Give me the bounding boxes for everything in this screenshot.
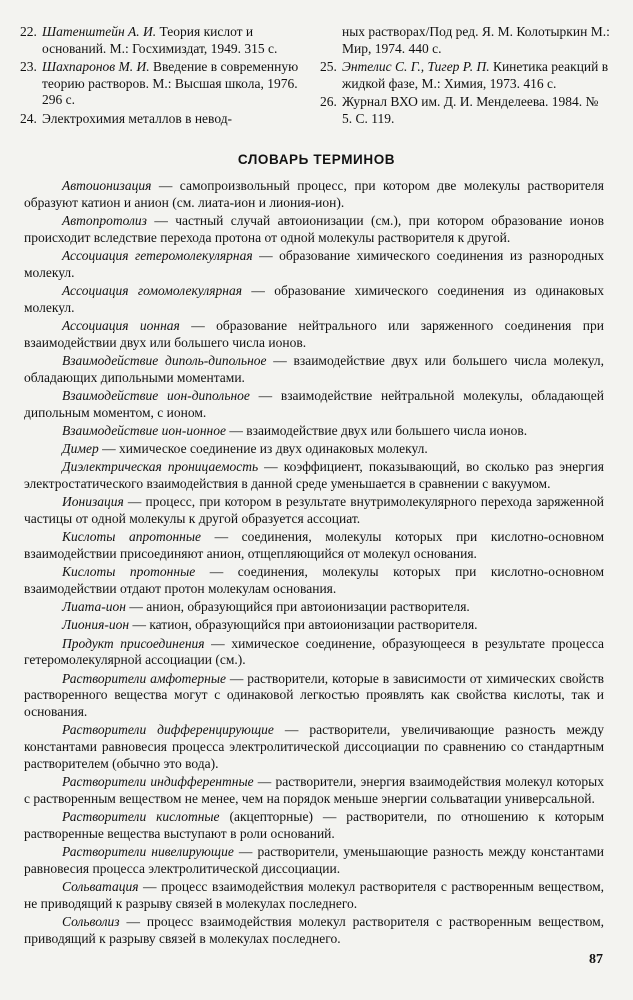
glossary-entry bbox=[24, 599, 604, 616]
glossary-definition: — химическое соединение, образующееся в результате процесса гетеромолекулярной ассоциации (см.). bbox=[24, 635, 605, 668]
glossary-definition: — частный случай автоионизации (см.), при котором образование ионов происходит вследствие перехода протона от одной молекулы растворителя к другой. bbox=[24, 212, 604, 245]
glossary-entry bbox=[24, 774, 604, 808]
glossary-entry bbox=[24, 671, 604, 721]
glossary-term: Растворители нивелирующие bbox=[62, 844, 234, 860]
glossary-definition: (акцепторные) — растворители, по отношению к которым растворенные вещества выступают в роли оснований. bbox=[24, 809, 605, 841]
reference-item bbox=[20, 24, 310, 57]
glossary-definition: — взаимодействие двух или большего числа молекул, обладающих дипольными моментами. bbox=[24, 352, 605, 385]
glossary-term: Ассоциация ионная bbox=[62, 317, 180, 333]
reference-number: 22. bbox=[20, 24, 37, 39]
glossary-term: Лиония-ион bbox=[62, 617, 130, 633]
reference-number: 25. bbox=[320, 59, 337, 74]
glossary-definition: — образование химического соединения из разнородных молекул. bbox=[24, 247, 604, 280]
glossary-entry bbox=[24, 178, 604, 212]
glossary-definition: — соединения, молекулы которых при кислотно-основном взаимодействии отдают протон молекулам основания. bbox=[24, 564, 604, 597]
glossary-definition: — взаимодействие нейтральной молекулы, обладающей дипольным моментом, с ионом. bbox=[24, 387, 604, 420]
glossary-term: Кислоты апротонные bbox=[62, 529, 201, 545]
glossary-entry bbox=[24, 529, 604, 563]
glossary-definition: — процесс взаимодействия молекул растворителя с растворенным веществом, не приводящий к разрыву связей в молекулах последнего. bbox=[24, 879, 604, 911]
reference-text: ных растворах/Под ред. Я. М. Колотыркин М.: Мир, 1974. 440 с. bbox=[342, 24, 610, 56]
glossary-entry bbox=[24, 617, 604, 634]
glossary-entry bbox=[24, 494, 604, 528]
glossary-entry bbox=[24, 423, 604, 440]
glossary-term: Сольватация bbox=[62, 879, 139, 895]
glossary-entry bbox=[24, 459, 604, 493]
glossary-entry bbox=[24, 353, 604, 387]
reference-text: Теория кислот и оснований. М.: Госхимиздат, 1949. 315 с. bbox=[42, 24, 278, 56]
glossary-entry bbox=[24, 722, 604, 772]
glossary-definition: — самопроизвольный процесс, при котором две молекулы растворителя образуют катион и анион (см. лиата-ион и лиония-ион). bbox=[24, 178, 604, 210]
glossary-term: Димер bbox=[62, 441, 99, 457]
glossary-definition: — растворители, которые в зависимости от химических свойств растворенного вещества могут с одинаковой легкостью проявлять как свойства кислоты, так и основания. bbox=[24, 670, 605, 720]
glossary-definition: — катион, образующийся при автоионизации растворителя. bbox=[129, 617, 478, 633]
glossary-definition: — соединения, молекулы которых при кислотно-основном взаимодействии присоединяют анион, отщепляющийся от молекул основания. bbox=[24, 529, 604, 562]
reference-item bbox=[320, 24, 610, 57]
glossary-definition: — анион, образующийся при автоионизации растворителя. bbox=[126, 599, 470, 615]
glossary-term: Ионизация bbox=[62, 494, 124, 510]
reference-item bbox=[20, 111, 310, 128]
reference-author: Шатенштейн А. И. bbox=[42, 24, 157, 39]
glossary-entry bbox=[24, 283, 604, 317]
reference-number bbox=[320, 24, 342, 57]
glossary-term: Продукт присоединения bbox=[62, 635, 205, 651]
references-left-column bbox=[20, 24, 310, 129]
glossary-term: Взаимодействие ион-ионное bbox=[62, 422, 226, 438]
glossary-term: Лиата-ион bbox=[62, 599, 126, 615]
reference-item bbox=[20, 59, 310, 109]
reference-text: Журнал ВХО им. Д. И. Менделеева. 1984. № 5. С. 119. bbox=[342, 94, 599, 126]
references-section bbox=[20, 24, 610, 129]
glossary-list bbox=[24, 178, 604, 949]
reference-number: 23. bbox=[20, 59, 37, 74]
glossary-entry bbox=[24, 388, 604, 422]
glossary-entry bbox=[24, 441, 604, 458]
glossary-entry bbox=[24, 213, 604, 247]
glossary-entry bbox=[24, 636, 604, 670]
glossary-term: Автоионизация bbox=[62, 178, 152, 193]
glossary-term: Сольволиз bbox=[62, 914, 120, 930]
glossary-entry bbox=[24, 318, 604, 352]
glossary-entry bbox=[24, 809, 604, 843]
reference-text: Введение в современную теорию растворов. М.: Высшая школа, 1976. 296 с. bbox=[42, 59, 299, 107]
references-right-column bbox=[320, 24, 610, 129]
glossary-term: Ассоциация гомомолекулярная bbox=[62, 282, 243, 298]
glossary-entry bbox=[24, 564, 604, 598]
glossary-title: СЛОВАРЬ ТЕРМИНОВ bbox=[237, 152, 396, 167]
glossary-entry bbox=[24, 879, 604, 913]
glossary-entry bbox=[24, 844, 604, 878]
glossary-term: Автопротолиз bbox=[62, 212, 147, 228]
glossary-term: Растворители кислотные bbox=[62, 809, 220, 825]
glossary-entry bbox=[24, 248, 604, 282]
glossary-definition: — растворители, энергия взаимодействия молекул которых с растворенным веществом не менее, чем на порядок меньше энергии сольватации универсальной. bbox=[24, 774, 604, 806]
glossary-entry bbox=[24, 914, 604, 948]
reference-text: Кинетика реакций в жидкой фазе, М.: Химия, 1973. 416 с. bbox=[342, 59, 609, 91]
glossary-term: Диэлектрическая проницаемость bbox=[62, 459, 259, 475]
glossary-definition: — процесс, при котором в результате внутримолекулярного перехода заряженной частицы от одной молекулы к другой образуется ассоциат. bbox=[24, 494, 604, 527]
glossary-term: Кислоты протонные bbox=[62, 564, 196, 580]
glossary-term: Растворители амфотерные bbox=[62, 670, 226, 686]
reference-text: Электрохимия металлов в невод- bbox=[42, 110, 233, 126]
reference-author: Шахпаронов М. И. bbox=[42, 59, 150, 74]
glossary-term: Растворители индифферентные bbox=[62, 774, 254, 790]
reference-number: 26. bbox=[320, 94, 337, 109]
glossary-definition: — коэффициент, показывающий, во сколько раз энергия электростатического взаимодействия в данной среде уменьшается в сравнении с вакуумом. bbox=[24, 459, 604, 492]
reference-item bbox=[320, 94, 610, 127]
glossary-definition: — взаимодействие двух или большего числа ионов. bbox=[225, 422, 528, 438]
glossary-definition: — растворители, уменьшающие разность между константами равновесия процесса электролитической диссоциации. bbox=[24, 844, 604, 876]
glossary-term: Взаимодействие диполь-дипольное bbox=[62, 352, 267, 368]
reference-item bbox=[320, 59, 610, 92]
glossary-definition: — химическое соединение из двух одинаковых молекул. bbox=[98, 441, 428, 457]
reference-author: Энтелис С. Г., Тигер Р. П. bbox=[342, 59, 490, 74]
reference-number: 24. bbox=[20, 110, 37, 126]
glossary-term: Ассоциация гетеромолекулярная bbox=[62, 247, 253, 263]
glossary-term: Взаимодействие ион-дипольное bbox=[62, 387, 250, 403]
glossary-term: Растворители дифференцирующие bbox=[62, 722, 274, 738]
page-number: 87 bbox=[589, 952, 603, 967]
glossary-definition: — растворители, увеличивающие разность между константами равновесия процесса электролитической диссоциации по сравнению со стандартным растворителем (обычно это вода). bbox=[24, 722, 604, 771]
glossary-definition: — образование химического соединения из одинаковых молекул. bbox=[24, 282, 604, 315]
glossary-definition: — образование нейтрального или заряженного соединения при взаимодействии двух или большего числа ионов. bbox=[24, 317, 604, 350]
glossary-definition: — процесс взаимодействия молекул растворителя с растворенным веществом, приводящий к разрыву связей в молекулах последнего. bbox=[24, 914, 604, 946]
